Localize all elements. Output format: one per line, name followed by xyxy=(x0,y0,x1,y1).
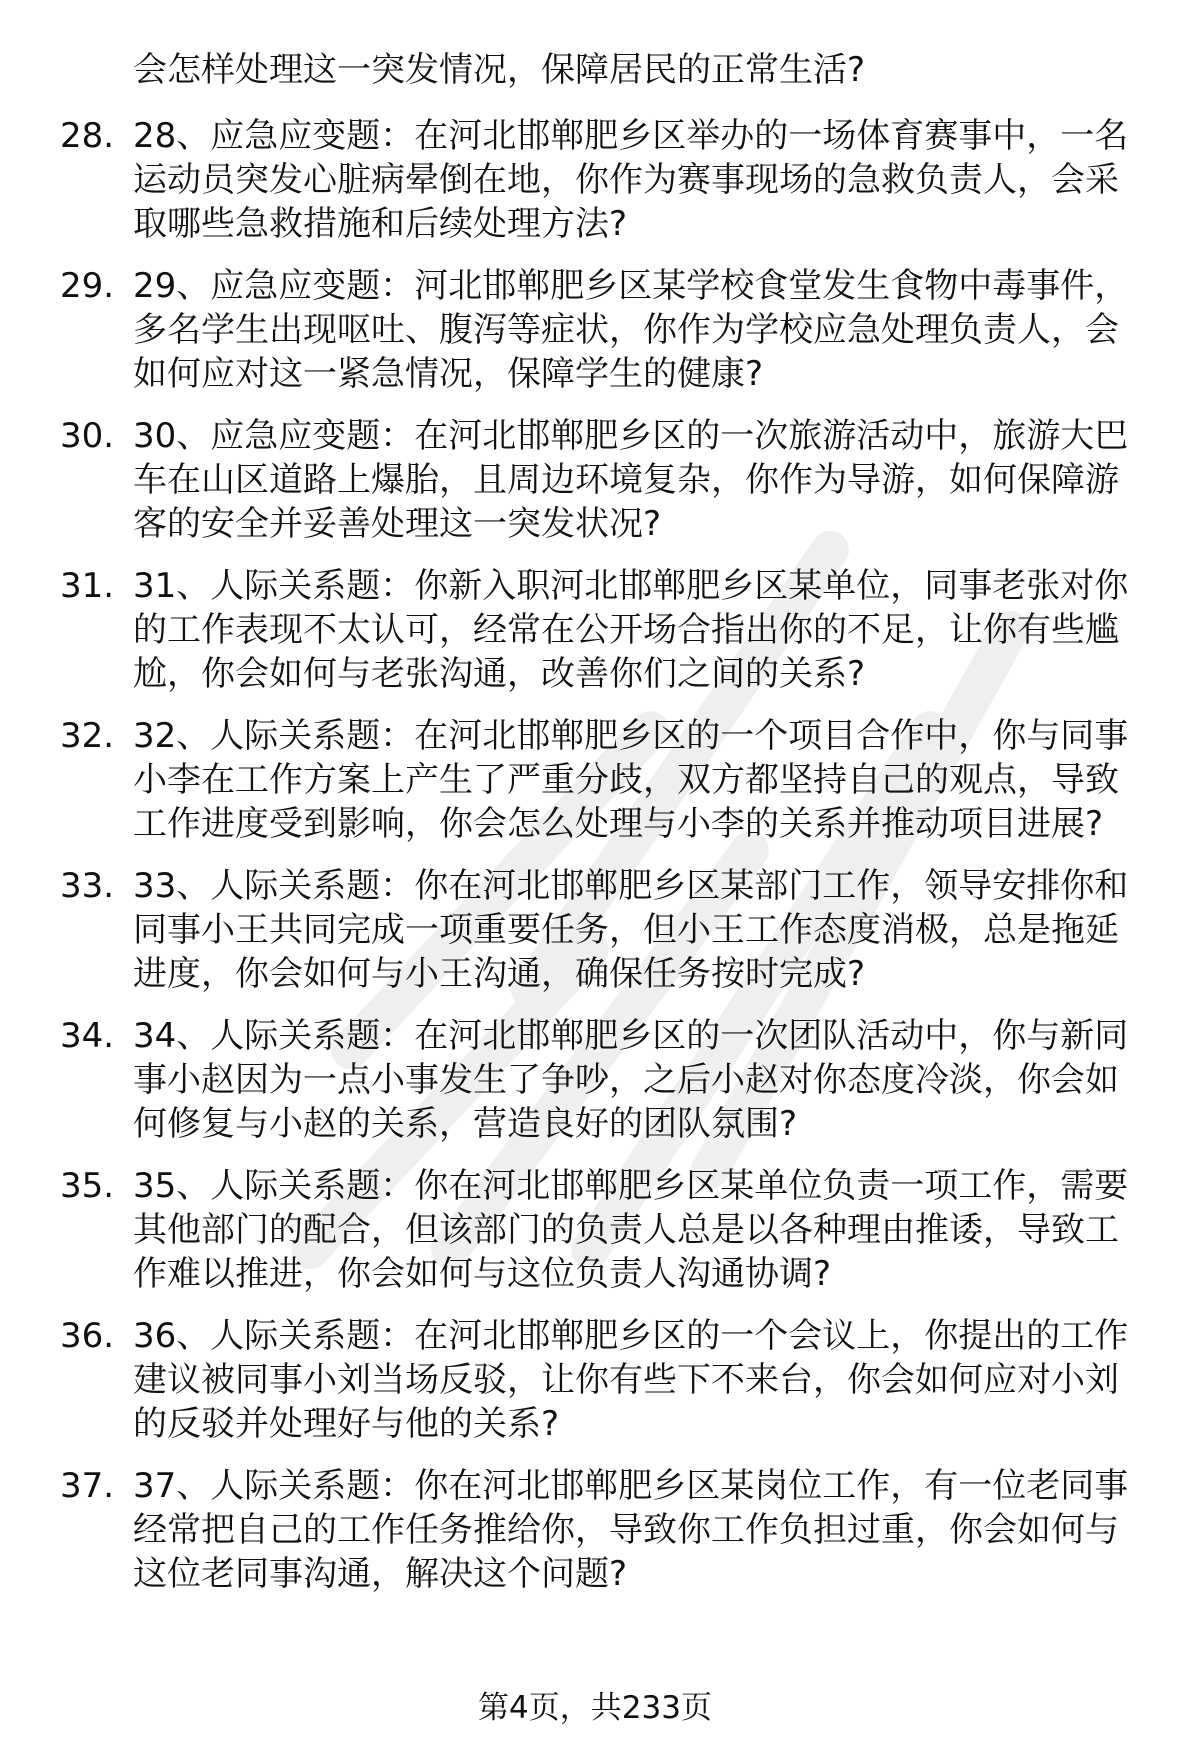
list-item xyxy=(0,114,1190,246)
list-item xyxy=(0,1464,1190,1596)
item-text: 33、人际关系题：你在河北邯郸肥乡区某部门工作，领导安排你和同事小王共同完成一项重要任务，但小王工作态度消极，总是拖延进度，你会如何与小王沟通，确保任务按时完成? xyxy=(133,866,1129,994)
list-item xyxy=(0,564,1190,696)
item-number: 35. xyxy=(60,1166,115,1206)
list-item xyxy=(0,714,1190,846)
item-number: 36. xyxy=(60,1316,115,1356)
item-number: 34. xyxy=(60,1016,115,1056)
item-number: 37. xyxy=(60,1466,115,1506)
item-text: 36、人际关系题：在河北邯郸肥乡区的一个会议上，你提出的工作建议被同事小刘当场反驳，让你有些下不来台，你会如何应对小刘的反驳并处理好与他的关系? xyxy=(133,1316,1129,1444)
list-item xyxy=(0,414,1190,546)
list-item xyxy=(0,1014,1190,1146)
question-list xyxy=(0,114,1190,1614)
item-text: 34、人际关系题：在河北邯郸肥乡区的一次团队活动中，你与新同事小赵因为一点小事发生了争吵，之后小赵对你态度冷淡，你会如何修复与小赵的关系，营造良好的团队氛围? xyxy=(133,1016,1129,1144)
list-item xyxy=(0,1164,1190,1296)
list-item xyxy=(0,1314,1190,1446)
item-text: 29、应急应变题：河北邯郸肥乡区某学校食堂发生食物中毒事件，多名学生出现呕吐、腹泻等症状，你作为学校应急处理负责人，会如何应对这一紧急情况，保障学生的健康? xyxy=(133,266,1129,394)
item-number: 29. xyxy=(60,266,115,306)
item-text: 37、人际关系题：你在河北邯郸肥乡区某岗位工作，有一位老同事经常把自己的工作任务推给你，导致你工作负担过重，你会如何与这位老同事沟通，解决这个问题? xyxy=(133,1466,1129,1594)
item-text: 28、应急应变题：在河北邯郸肥乡区举办的一场体育赛事中，一名运动员突发心脏病晕倒在地，你作为赛事现场的急救负责人，会采取哪些急救措施和后续处理方法? xyxy=(133,116,1129,244)
item-number: 32. xyxy=(60,716,115,756)
item-text: 35、人际关系题：你在河北邯郸肥乡区某单位负责一项工作，需要其他部门的配合，但该部门的负责人总是以各种理由推诿，导致工作难以推进，你会如何与这位负责人沟通协调? xyxy=(133,1166,1129,1294)
continuation-text: 会怎样处理这一突发情况，保障居民的正常生活? xyxy=(133,50,866,90)
item-number: 30. xyxy=(60,416,115,456)
item-number: 31. xyxy=(60,566,115,606)
list-item xyxy=(0,264,1190,396)
page-footer: 第4页，共233页 xyxy=(478,1690,712,1726)
item-number: 28. xyxy=(60,116,115,156)
item-text: 30、应急应变题：在河北邯郸肥乡区的一次旅游活动中，旅游大巴车在山区道路上爆胎，且周边环境复杂，你作为导游，如何保障游客的安全并妥善处理这一突发状况? xyxy=(133,416,1129,544)
item-number: 33. xyxy=(60,866,115,906)
item-text: 32、人际关系题：在河北邯郸肥乡区的一个项目合作中，你与同事小李在工作方案上产生了严重分歧，双方都坚持自己的观点，导致工作进度受到影响，你会怎么处理与小李的关系并推动项目进展? xyxy=(133,716,1129,844)
item-text: 31、人际关系题：你新入职河北邯郸肥乡区某单位，同事老张对你的工作表现不太认可，经常在公开场合指出你的不足，让你有些尴尬，你会如何与老张沟通，改善你们之间的关系? xyxy=(133,566,1129,694)
list-item xyxy=(0,864,1190,996)
